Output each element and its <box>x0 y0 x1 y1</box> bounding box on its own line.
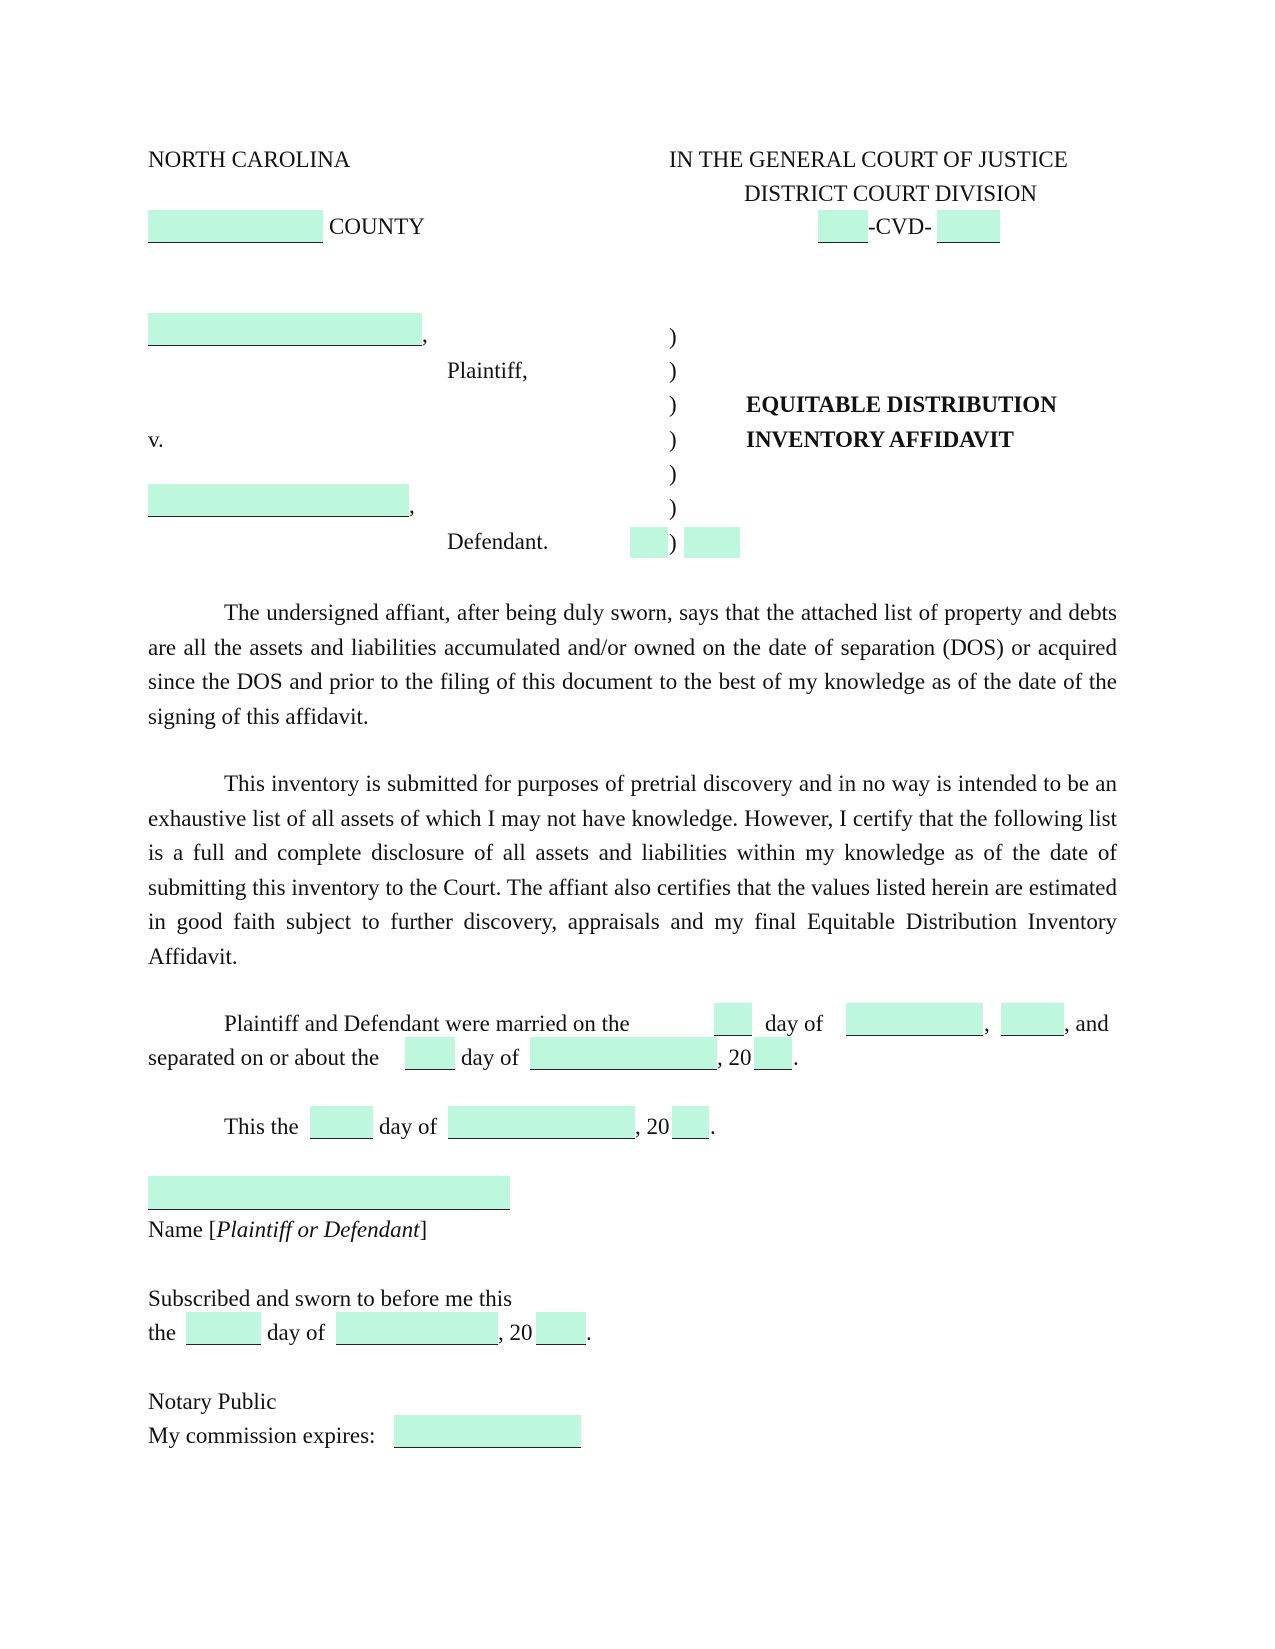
this-the-text: This the <box>224 1114 299 1139</box>
county-label: COUNTY <box>329 214 425 239</box>
caption-paren: ) <box>669 530 677 555</box>
defendant-label: Defendant. <box>447 529 549 554</box>
caption-paren: ) <box>669 324 677 349</box>
state-heading: NORTH CAROLINA <box>148 147 351 172</box>
notary-period: . <box>586 1320 592 1345</box>
notary-day-field[interactable] <box>186 1312 261 1345</box>
married-month-field[interactable] <box>846 1003 983 1036</box>
married-year-field[interactable] <box>1001 1003 1064 1036</box>
caption-paren: ) <box>669 461 677 486</box>
affidavit-paragraph-1: The undersigned affiant, after being duly sworn, says that the attached list of property and debts are all the assets and liabilities accumulated and/or owned on the date of separation (DOS) or acquired since the DOS and prior to the filing of this document to the best of my knowledge as of the date of the signing of this affidavit. <box>148 600 1117 729</box>
married-comma: , <box>984 1011 990 1036</box>
name-role: Plaintiff or Defendant <box>216 1217 420 1242</box>
name-prefix: Name [ <box>148 1217 217 1242</box>
signature-name-label <box>148 1215 427 1245</box>
notary-month-field[interactable] <box>336 1312 498 1345</box>
plaintiff-comma: , <box>422 322 428 347</box>
defendant-comma: , <box>409 493 415 518</box>
plaintiff-label: Plaintiff, <box>447 358 528 383</box>
name-suffix: ] <box>419 1217 428 1242</box>
plaintiff-name-field[interactable] <box>148 313 422 346</box>
separated-year-field[interactable] <box>754 1037 792 1070</box>
married-text: Plaintiff and Defendant were married on the <box>224 1011 630 1036</box>
separated-twenty: , 20 <box>717 1045 752 1070</box>
caption-blank-field-left[interactable] <box>630 527 668 558</box>
signed-twenty: , 20 <box>635 1114 670 1139</box>
notary-twenty: , 20 <box>498 1320 533 1345</box>
court-heading-line1: IN THE GENERAL COURT OF JUSTICE <box>669 147 1068 172</box>
signed-day-field[interactable] <box>310 1106 373 1139</box>
court-heading-line2: DISTRICT COURT DIVISION <box>744 181 1037 206</box>
notary-the-text: the <box>148 1320 177 1345</box>
separated-day-field[interactable] <box>405 1037 455 1070</box>
signed-day-of-text: day of <box>379 1114 438 1139</box>
caption-paren: ) <box>669 495 677 520</box>
married-day-of-text: day of <box>765 1011 824 1036</box>
married-and-text: , and <box>1064 1011 1109 1036</box>
notary-public-label: Notary Public <box>148 1389 277 1414</box>
separated-day-of-text: day of <box>461 1045 520 1070</box>
file-year-field[interactable] <box>818 210 868 243</box>
separated-text: separated on or about the <box>148 1045 380 1070</box>
notary-day-of-text: day of <box>267 1320 326 1345</box>
file-number-field[interactable] <box>937 210 1000 243</box>
county-field[interactable] <box>148 210 323 243</box>
file-number-separator: -CVD- <box>868 214 932 239</box>
separated-period: . <box>793 1045 799 1070</box>
signed-year-field[interactable] <box>672 1106 709 1139</box>
caption-blank-field-right[interactable] <box>684 527 740 558</box>
signature-field[interactable] <box>148 1176 510 1210</box>
married-day-field[interactable] <box>714 1003 752 1036</box>
caption-paren: ) <box>669 392 677 417</box>
document-title-line1: EQUITABLE DISTRIBUTION <box>746 392 1057 417</box>
affidavit-paragraph-2: This inventory is submitted for purposes of pretrial discovery and in no way is intended to be an exhaustive list of all assets of which I may not have knowledge. However, I certify that the following list is a full and complete disclosure of all assets and liabilities within my knowledge as of the date of submitting this inventory to the Court. The affiant also certifies that the values listed herein are estimated in good faith subject to further discovery, appraisals and my final Equitable Distribution Inventory Affidavit. <box>148 771 1117 969</box>
commission-expires-field[interactable] <box>394 1415 581 1448</box>
commission-label: My commission expires: <box>148 1423 376 1448</box>
signed-month-field[interactable] <box>448 1106 635 1139</box>
caption-paren: ) <box>669 358 677 383</box>
caption-paren: ) <box>669 427 677 452</box>
defendant-name-field[interactable] <box>148 484 409 517</box>
separated-month-field[interactable] <box>530 1037 717 1070</box>
notary-year-field[interactable] <box>536 1312 586 1345</box>
sworn-text: Subscribed and sworn to before me this <box>148 1286 513 1311</box>
document-title-line2: INVENTORY AFFIDAVIT <box>746 427 1014 452</box>
signed-period: . <box>710 1114 716 1139</box>
versus-label: v. <box>148 427 164 452</box>
